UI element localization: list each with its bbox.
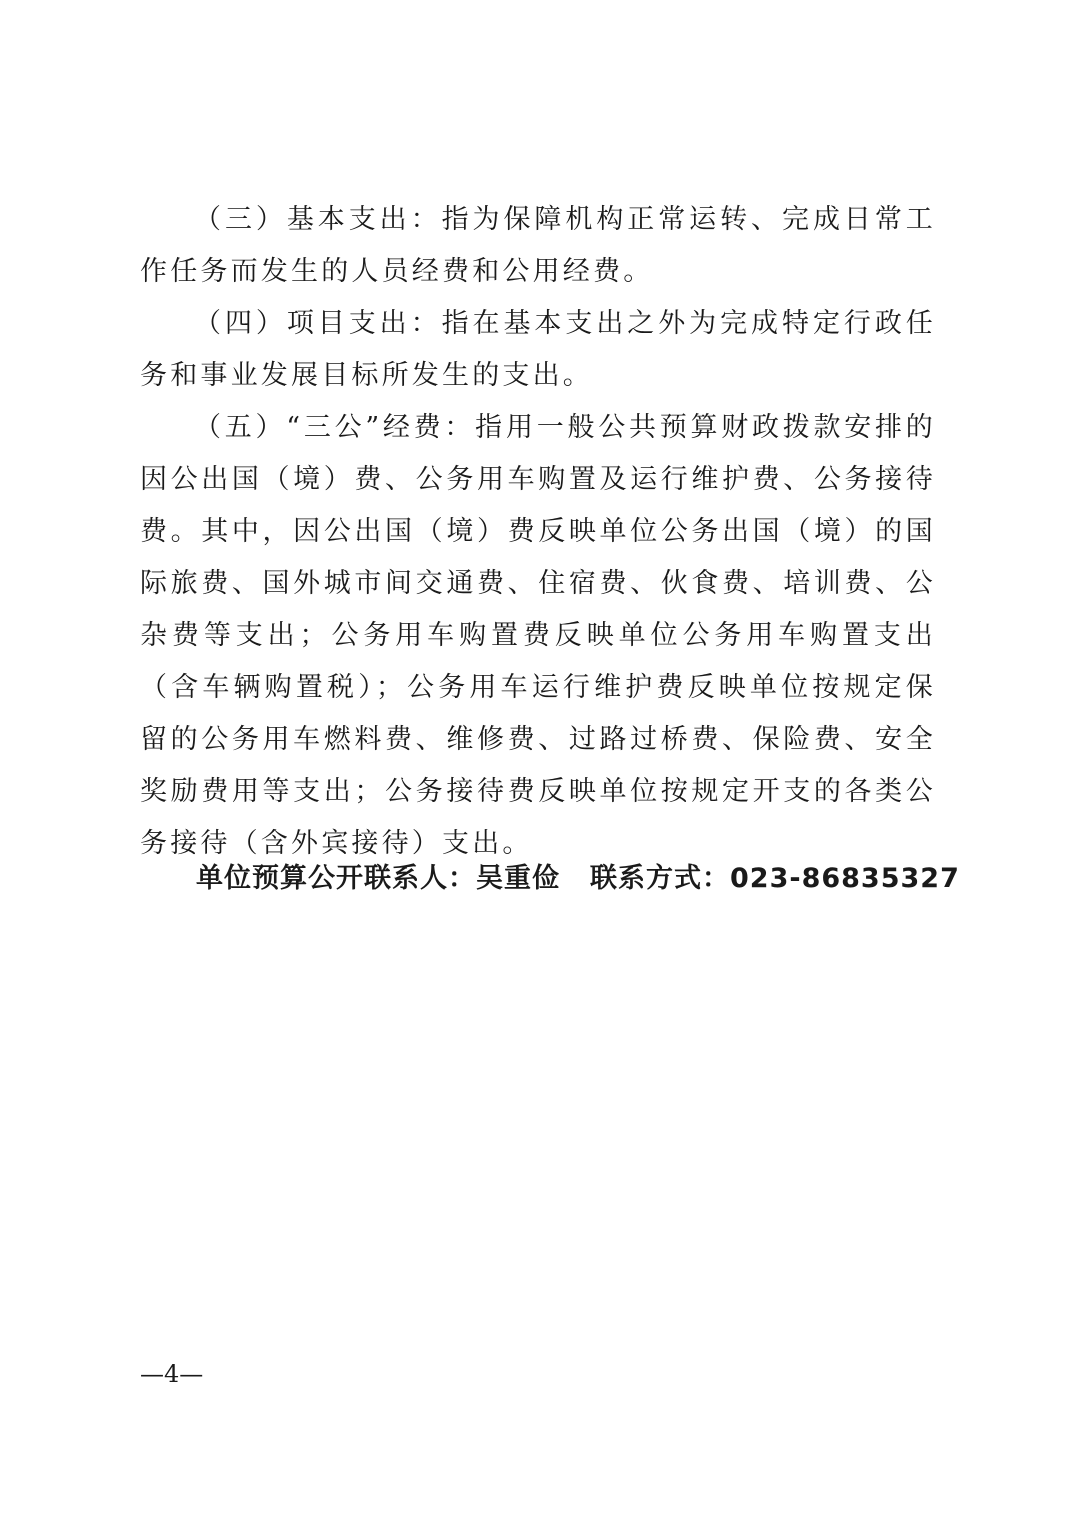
contact-phone: 联系方式：023-86835327 (590, 863, 960, 894)
contact-line (196, 853, 960, 905)
paragraph-three-public-expenses: （五）“三公”经费：指用一般公共预算财政拨款安排的因公出国（境）费、公务用车购置及运行维护费、公务接待费。其中，因公出国（境）费反映单位公务出国（境）的国际旅费、国外城市间交通费、住宿费、伙食费、培训费、公杂费等支出；公务用车购置费反映单位公务用车购置支出（含车辆购置税）；公务用车运行维护费反映单位按规定保留的公务用车燃料费、维修费、过路过桥费、保险费、安全奖励费用等支出；公务接待费反映单位按规定开支的各类公务接待（含外宾接待）支出。 (140, 412, 936, 859)
document-body (140, 194, 936, 870)
contact-person: 单位预算公开联系人：吴重俭 (196, 863, 560, 894)
paragraph-project-expenditure: （四）项目支出：指在基本支出之外为完成特定行政任务和事业发展目标所发生的支出。 (140, 308, 936, 391)
paragraph-basic-expenditure: （三）基本支出：指为保障机构正常运转、完成日常工作任务而发生的人员经费和公用经费。 (140, 204, 936, 287)
page-number: —4— (140, 1360, 204, 1388)
